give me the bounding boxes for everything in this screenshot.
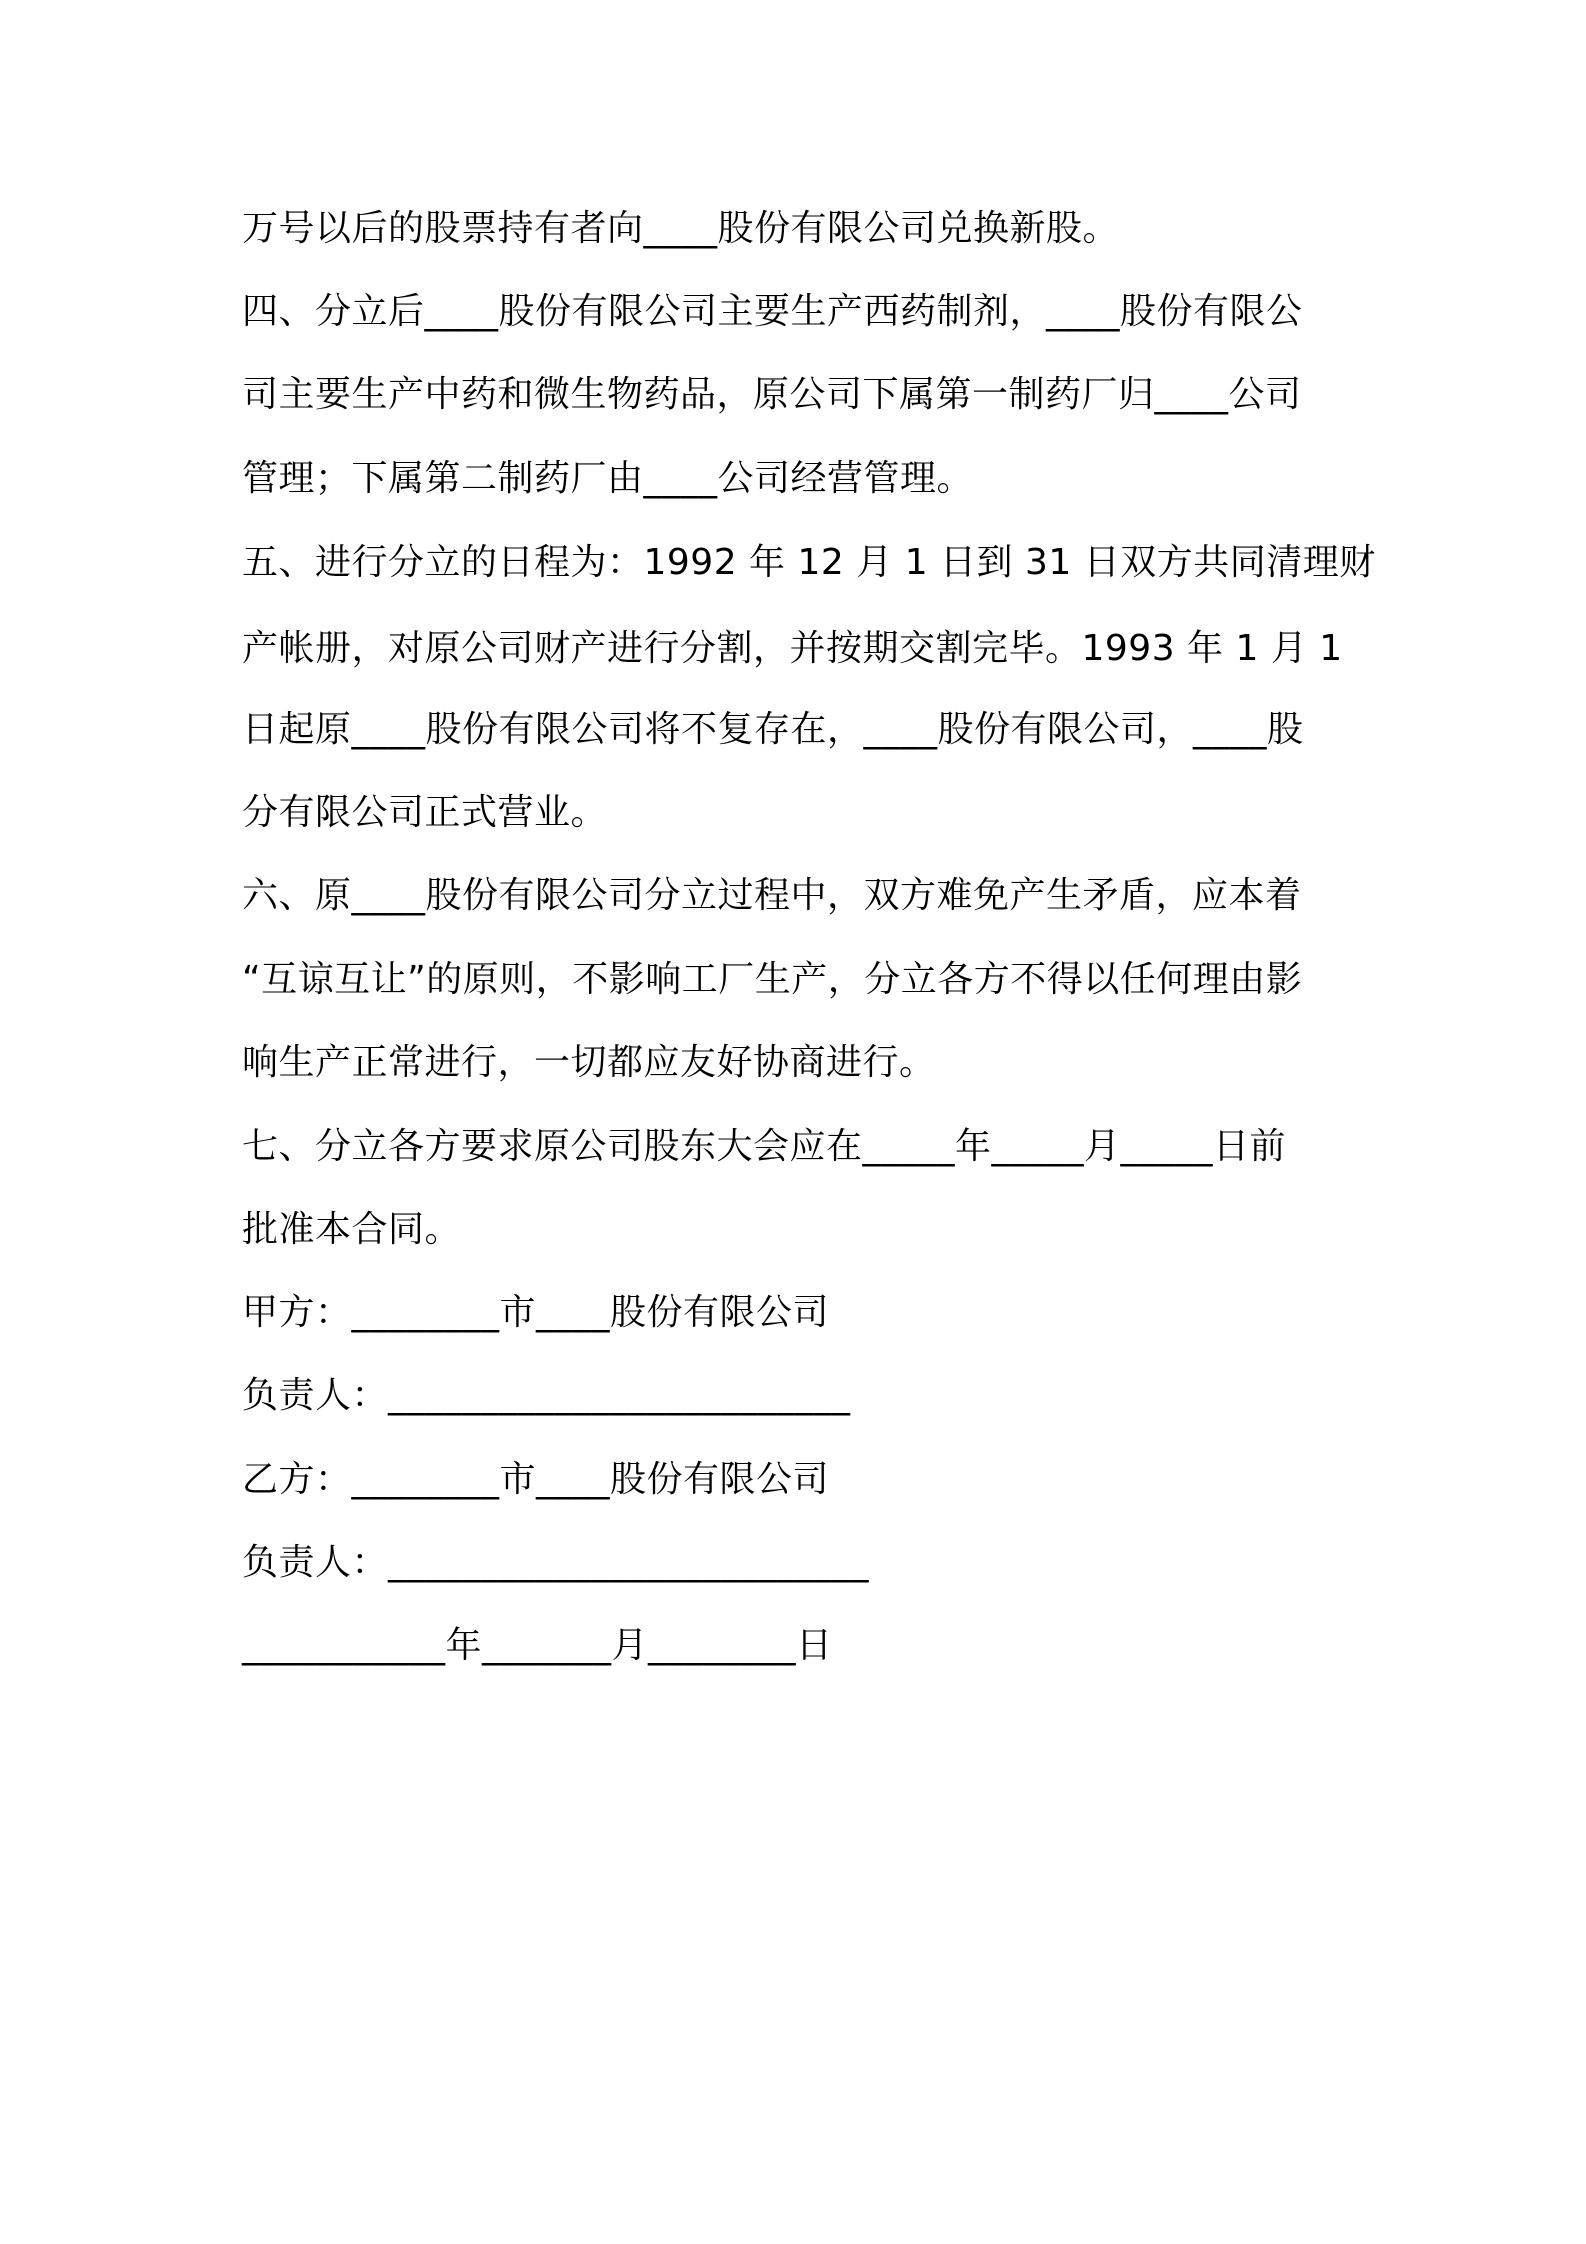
clause-five-line-3: 日起原____股份有限公司将不复存在，____股份有限公司，____股 [242,709,1304,750]
clause-five-line-2: 产帐册，对原公司财产进行分割，并按期交割完毕。1993 年 1 月 1 [242,628,1343,669]
clause-seven-line-2: 批准本合同。 [242,1209,462,1250]
clause-six-line-3: 响生产正常进行，一切都应友好协商进行。 [242,1042,936,1083]
clause-five-line-4: 分有限公司正式营业。 [242,792,608,833]
party-b-line: 乙方：________市____股份有限公司 [242,1459,830,1500]
text-line-exchange-shares: 万号以后的股票持有者向____股份有限公司兑换新股。 [242,208,1120,249]
clause-six-line-2: “互谅互让”的原则，不影响工厂生产，分立各方不得以任何理由影 [242,959,1303,1000]
clause-seven-line-1: 七、分立各方要求原公司股东大会应在_____年_____月_____日前 [242,1126,1287,1167]
party-a-line: 甲方：________市____股份有限公司 [242,1292,830,1333]
signing-date-line: ___________年_______月________日 [242,1625,833,1666]
clause-four-line-1: 四、分立后____股份有限公司主要生产西药制剂，____股份有限公 [242,291,1303,332]
clause-six-line-1: 六、原____股份有限公司分立过程中，双方难免产生矛盾，应本着 [242,875,1302,916]
party-b-responsible-person: 负责人：__________________________ [242,1542,870,1583]
clause-four-line-2: 司主要生产中药和微生物药品，原公司下属第一制药厂归____公司 [242,374,1302,415]
party-a-responsible-person: 负责人：_________________________ [242,1375,851,1416]
clause-five-line-1: 五、进行分立的日程为：1992 年 12 月 1 日到 31 日双方共同清理财 [242,542,1376,583]
clause-four-line-3: 管理；下属第二制药厂由____公司经营管理。 [242,458,974,499]
